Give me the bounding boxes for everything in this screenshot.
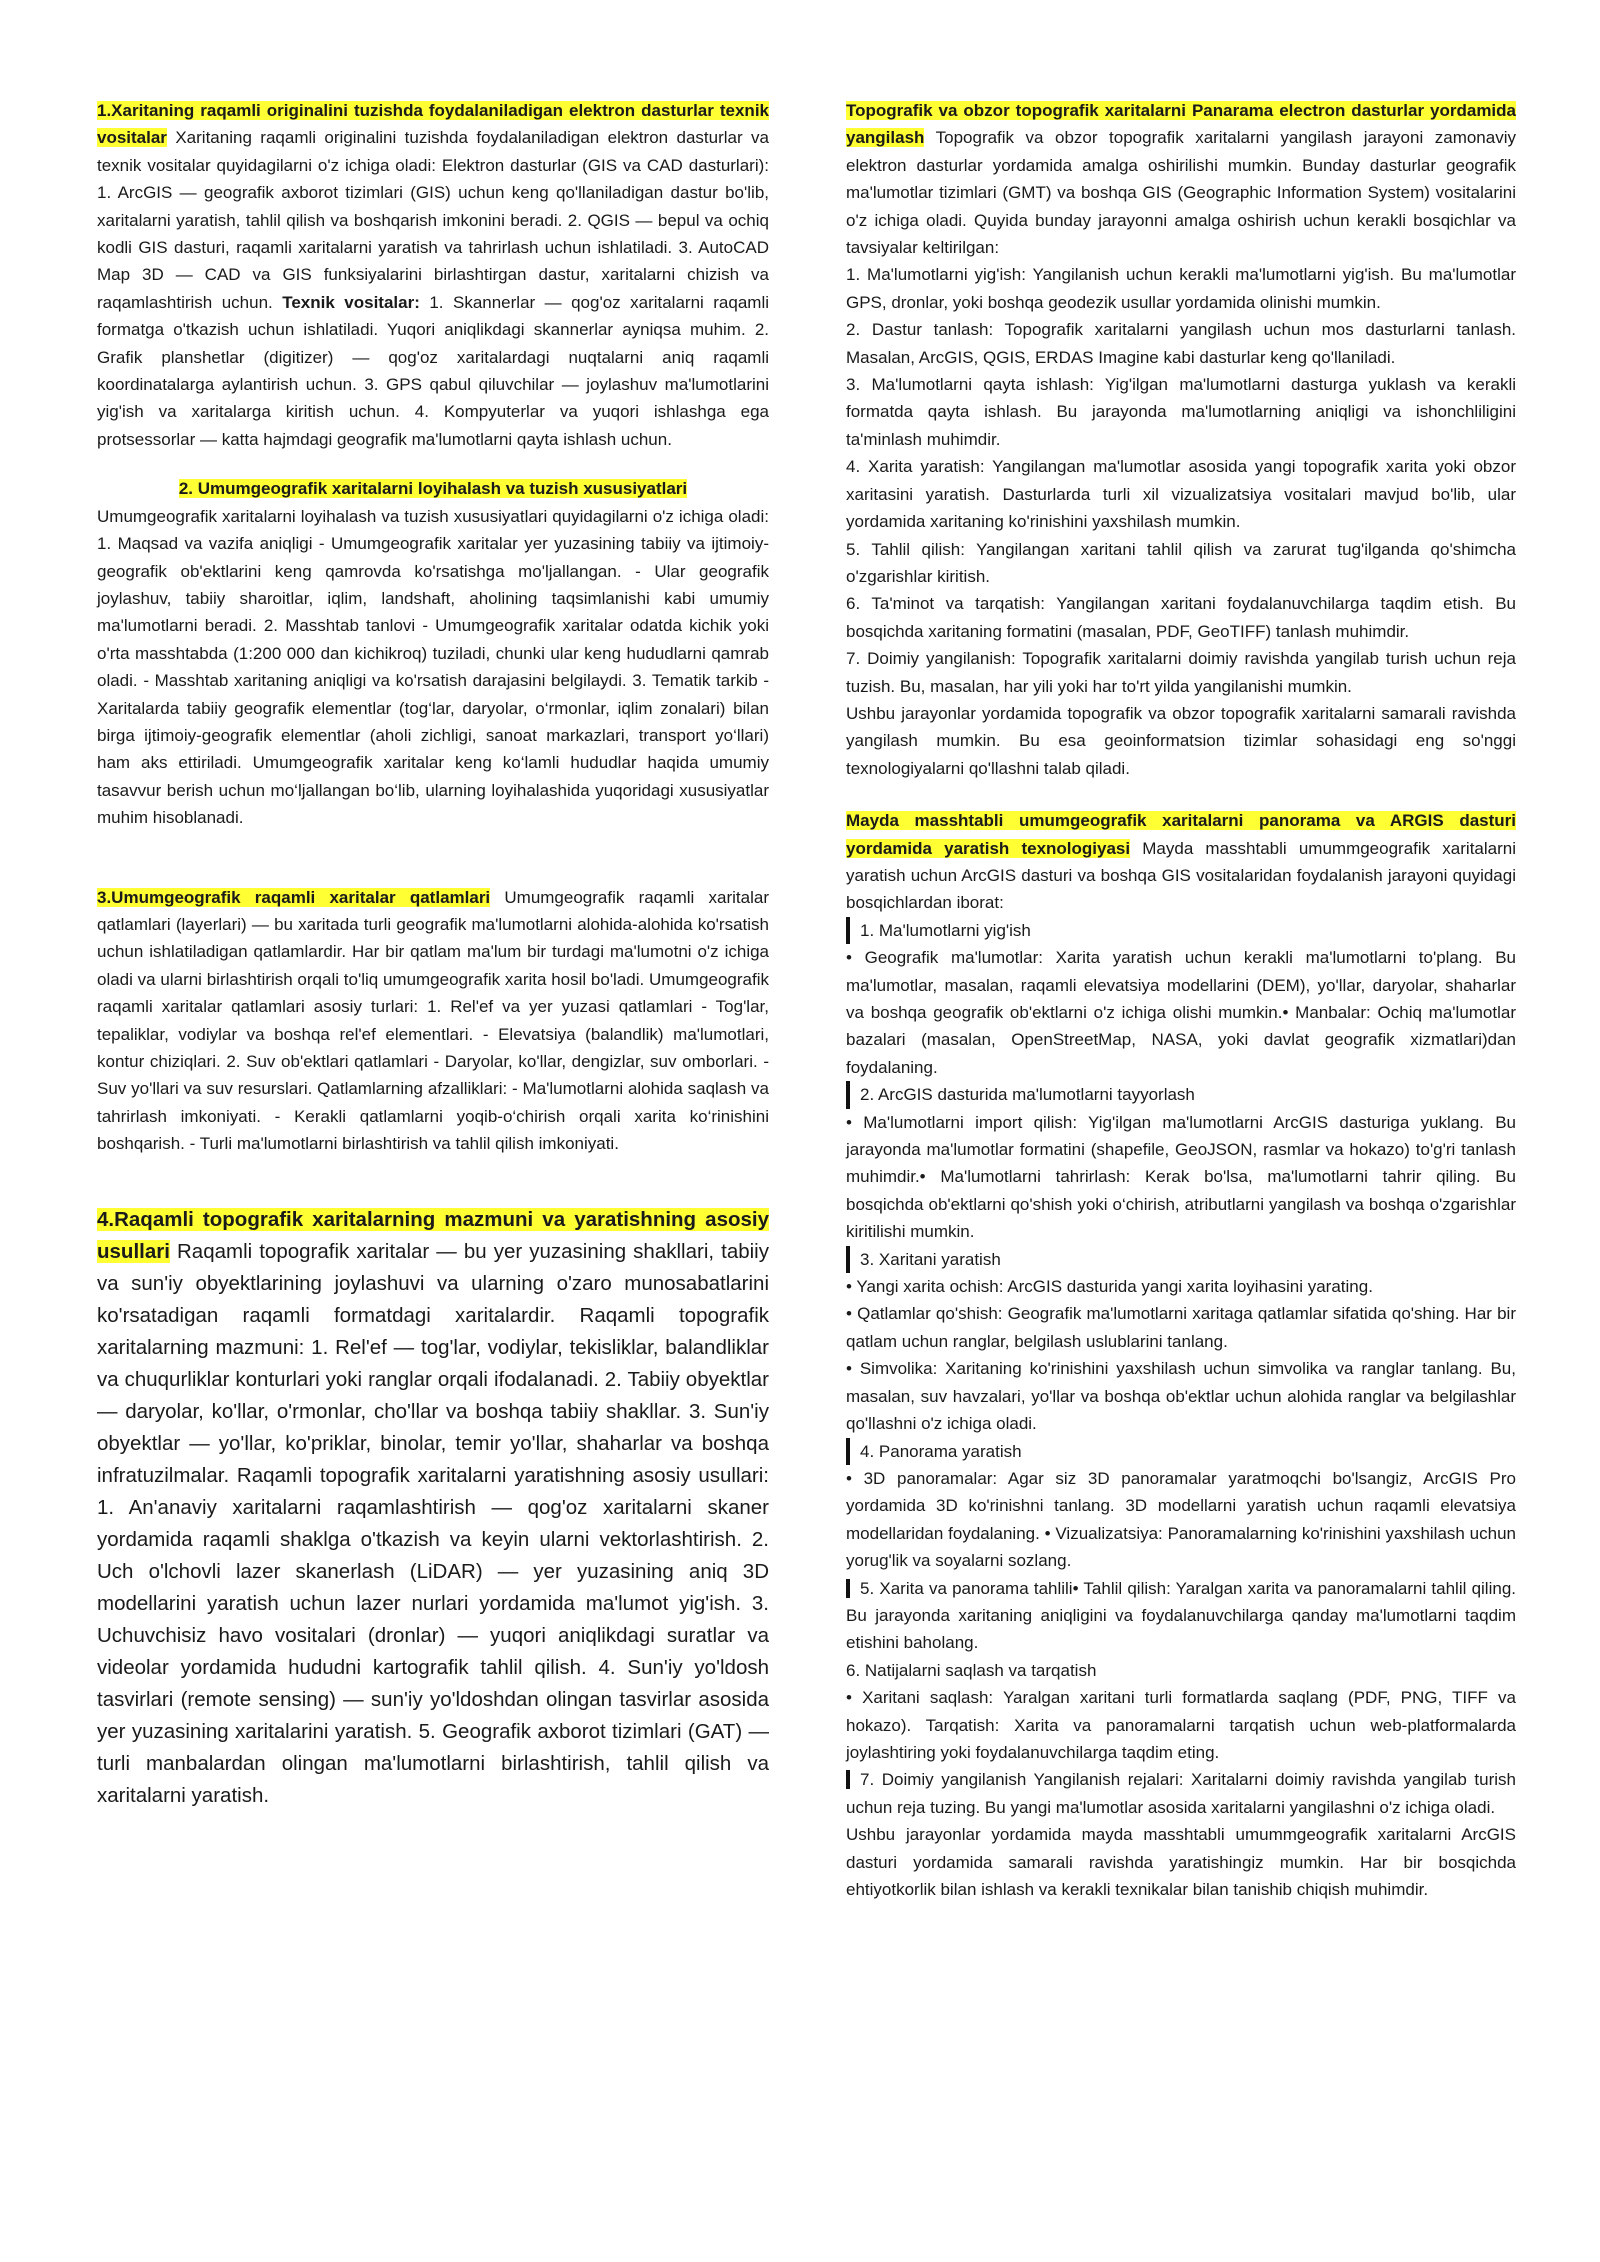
section-3-body: Umumgeografik raqamli xaritalar qatlamlari (layerlari) — bu xaritada turli geografik ma'lumotlarni alohida-alohida ko'rsatish uchun ishlatiladigan qatlamlardir. Har bir qatlam ma'lum bir turdagi ma'lumotni o'z ichiga oladi va ularni birlashtirish orqali to'liq umumgeografik xarita hosil bo'ladi. Umumgeografik raqamli xaritalar qatlamlari asosiy turlari: 1. Rel'ef va yer yuzasi qatlamlari - Tog'lar, tepaliklar, vodiylar va boshqa rel'ef elementlari. - Elevatsiya (balandlik) ma'lumotlari, kontur chiziqlari. 2. Suv ob'ektlari qatlamlari - Daryolar, ko'llar, dengizlar, suv omborlari. - Suv yo'llari va suv resurslari. Qatlamlarning afzalliklari: - Ma'lumotlarni alohida saqlash va tahrirlash imkoniyati. - Kerakli qatlamlarni yoqib-o‘chirish orqali xarita ko‘rinishini boshqarish. - Turli ma'lumotlarni birlashtirish va tahlil qilish imkoniyati.: [97, 887, 769, 1154]
section-1-body-2: 1. Skannerlar — qog'oz xaritalarni raqamli formatga o'tkazish uchun ishlatiladi. Yuqori aniqlikdagi skannerlar ayniqsa muhim. 2. Grafik planshetlar (digitizer) — qog'oz xaritalardagi nuqtalarni aniq raqamli koordinatalarga aylantirish uchun. 3. GPS qabul qiluvchilar — joylashuv ma'lumotlarini yig'ish va xaritalarga kiritish uchun. 4. Kompyuterlar va yuqori ishlashga ega protsessorlar — katta hajmdagi geografik ma'lumotlarni qayta ishlash uchun.: [97, 292, 770, 449]
section-6-heading: Mayda masshtabli umumgeografik xaritalarni panorama va ARGIS dasturi yordamida yaratish texnologiyasi: [846, 811, 1516, 858]
section-5-step-1: 1. Ma'lumotlarni yig'ish: Yangilanish uchun kerakli ma'lumotlarni yig'ish. Bu ma'lumotlar GPS, dronlar, yoki boshqa geodezik usullar yordamida olinishi mumkin.: [846, 265, 1516, 312]
section-6-step-7-body: 7. Doimiy yangilanish Yangilanish rejalari: Xaritalarni doimiy ravishda yangilab turish uchun reja tuzing. Bu yangi ma'lumotlar asosida xaritalarni yangilashni o'z ichiga oladi.: [846, 1770, 1516, 1817]
section-6: [846, 807, 1516, 917]
section-2-heading-line: [97, 475, 769, 502]
section-6-step-1-body: • Geografik ma'lumotlar: Xarita yaratish uchun kerakli ma'lumotlarni to'plang. Bu ma'lumotlar, masalan, raqamli elevatsiya modellarini (DEM), yo'llar, daryolar, shaharlar va boshqa geografik ob'ektlarni o'z ichiga olishi mumkin.• Manbalar: Ochiq ma'lumotlar bazalari (masalan, OpenStreetMap, NASA, yoki davlat geografik xizmatlari)dan foydalaning.: [846, 948, 1516, 1077]
section-5-outro: Ushbu jarayonlar yordamida topografik va obzor topografik xaritalarni samarali ravishda yangilash mumkin. Bu esa geoinformatsion tizimlar sohasidagi eng so'nggi texnologiyalarni qo'llashni talab qiladi.: [846, 703, 1516, 778]
section-1-heading: 1.Xaritaning raqamli originalini tuzishda foydalaniladigan elektron dasturlar texnik vositalar: [97, 101, 769, 148]
section-6-outro: Ushbu jarayonlar yordamida mayda masshtabli umummgeografik xaritalarni ArcGIS dasturi yordamida samarali ravishda yaratishingiz mumkin. Har bir bosqichda ehtiyotkorlik bilan ishlash va kerakli texnikalar bilan tanishib chiqish muhimdir.: [846, 1825, 1516, 1899]
section-4-heading: 4.Raqamli topografik xaritalarning mazmuni va yaratishning asosiy usullari: [97, 1207, 769, 1263]
section-1-texnik-label: Texnik vositalar:: [282, 292, 420, 312]
section-6-step-4-title: 4. Panorama yaratish: [846, 1438, 1516, 1465]
section-5-step-4: 4. Xarita yaratish: Yangilangan ma'lumotlar asosida yangi topografik xarita yoki obzor xaritasini yaratish. Dasturlarda turli xil vizualizatsiya vositalari mavjud bo'lib, ular yordamida xaritaning ko'rinishini yaxshilash mumkin.: [846, 457, 1516, 532]
section-1-body: Xaritaning raqamli originalini tuzishda foydalaniladigan elektron dasturlar va texnik vositalar quyidagilarni o'z ichiga oladi: Elektron dasturlar (GIS va CAD dasturlari): 1. ArcGIS — geografik axborot tizimlari (GIS) uchun keng qo'llaniladigan dastur bo'lib, xaritalarni yaratish, tahlil qilish va boshqarish imkonini beradi. 2. QGIS — bepul va ochiq kodli GIS dasturi, raqamli xaritalarni yaratish va tahrirlash uchun ishlatiladi. 3. AutoCAD Map 3D — CAD va GIS funksiyalarini birlashtirgan dastur, xaritalarni chizish va raqamlashtirish uchun.: [97, 128, 769, 312]
section-6-step-5-body: 5. Xarita va panorama tahlili• Tahlil qilish: Yaralgan xarita va panoramalarni tahlil qiling. Bu jarayonda xaritaning aniqligini va foydalanuvchilarga qanday ma'lumotlarni taqdim etishini baholang.: [846, 1578, 1516, 1653]
section-3-heading: 3.Umumgeografik raqamli xaritalar qatlamlari: [97, 887, 491, 907]
section-6-step-3-title: 3. Xaritani yaratish: [846, 1246, 1516, 1273]
section-2-body: Umumgeografik xaritalarni loyihalash va tuzish xususiyatlari quyidagilarni o'z ichiga oladi: 1. Maqsad va vazifa aniqligi - Umumgeografik xaritalar yer yuzasining tabiiy va ijtimoiy-geografik ob'ektlarini keng qamrovda ko'rsatishga mo'ljallangan. - Ular geografik joylashuv, tabiiy sharoitlar, iqlim, landshaft, aholining taqsimlanishi kabi umumiy ma'lumotlarni beradi. 2. Masshtab tanlovi - Umumgeografik xaritalar odatda kichik yoki o'rta masshtabda (1:200 000 dan kichikroq) tuziladi, chunki ular keng hududlarni qamrab oladi. - Masshtab xaritaning aniqligi va ko'rsatish darajasini belgilaydi. 3. Tematik tarkib - Xaritalarda tabiiy geografik elementlar (tog‘lar, daryolar, o‘rmonlar, iqlim zonalari) bilan birga ijtimoiy-geografik elementlar (aholi zichligi, sanoat markazlari, transport yo‘llari) ham aks ettiriladi. Umumgeografik xaritalar keng ko‘lamli hududlar haqida umumiy tasavvur berish uchun mo‘ljallangan bo‘lib, ularning loyihalashida yuqoridagi xususiyatlar muhim hisoblanadi.: [97, 506, 769, 828]
section-5-step-7: 7. Doimiy yangilanish: Topografik xaritalarni doimiy ravishda yangilab turish uchun reja tuzish. Bu, masalan, har yili yoki har to'rt yilda yangilanishi mumkin.: [846, 649, 1516, 696]
section-6-step-3-bullet-1: • Yangi xarita ochish: ArcGIS dasturida yangi xarita loyihasini yarating.: [846, 1277, 1373, 1297]
section-6-step-3-bullet-3: • Simvolika: Xaritaning ko'rinishini yaxshilash uchun simvolika va ranglar tanlang. Bu, masalan, suv havzalari, yo'llar va boshqa ob'ektlar uchun alohida ranglar va belgilashlar qo'llashni o'z ichiga oladi.: [846, 1359, 1516, 1434]
section-6-step-1-title: 1. Ma'lumotlarni yig'ish: [846, 917, 1516, 944]
section-6-step-6-body: • Xaritani saqlash: Yaralgan xaritani turli formatlarda saqlang (PDF, PNG, TIFF va hokazo). Tarqatish: Xarita va panoramalarni tarqatish uchun web-platformalarda joylashtiring yoki foydalanuvchilarga taqdim eting.: [846, 1688, 1516, 1762]
section-2-heading: 2. Umumgeografik xaritalarni loyihalash va tuzish xususiyatlari: [178, 479, 688, 499]
section-6-step-2-body: • Ma'lumotlarni import qilish: Yig'ilgan ma'lumotlarni ArcGIS dasturiga yuklang. Bu jarayonda ma'lumotlar formatini (shapefile, GeoJSON, rasmlar va hokazo) to'g'ri tanlash muhimdir.• Ma'lumotlarni tahrirlash: Kerak bo'lsa, ma'lumotlarni tahrir qiling. Bu bosqichda ob'ektlarni qo'shish yoki o‘chirish, atributlarni yangilash va boshqa o'zgarishlar kiritilishi mumkin.: [846, 1112, 1516, 1242]
section-4: [97, 1204, 769, 1812]
section-4-body: Raqamli topografik xaritalar — bu yer yuzasining shakllari, tabiiy va sun'iy obyektlarining joylashuvi va ularning o'zaro munosabatlarini ko'rsatadigan raqamli formatdagi xaritalardir. Raqamli topografik xaritalarning mazmuni: 1. Rel'ef — tog'lar, vodiylar, tekisliklar, balandliklar va chuqurliklar konturlari yoki ranglar orqali ifodalanadi. 2. Tabiiy obyektlar — daryolar, ko'llar, o'rmonlar, cho'llar va boshqa tabiiy shakllar. 3. Sun'iy obyektlar — yo'llar, ko'priklar, binolar, temir yo'llar, shaharlar va boshqa infratuzilmalar. Raqamli topografik xaritalarni yaratishning asosiy usullari: 1. An'anaviy xaritalarni raqamlashtirish — qog'oz xaritalarni skaner yordamida raqamli shaklga o'tkazish va keyin ularni vektorlashtirish. 2. Uch o'lchovli lazer skanerlash (LiDAR) — yer yuzasining aniq 3D modellarini yaratish uchun lazer nurlari yordamida ma'lumot yig'ish. 3. Uchuvchisiz havo vositalari (dronlar) — yuqori aniqlikdagi suratlar va videolar yordamida hududni kartografik tahlil qilish. 4. Sun'iy yo'ldosh tasvirlari (remote sensing) — sun'iy yo'ldoshdan olingan tasvirlar asosida yer yuzasining xaritalarini yaratish. 5. Geografik axborot tizimlari (GAT) — turli manbalardan olingan ma'lumotlarni birlashtirish, tahlil qilish va xaritalarni yaratish.: [97, 1239, 769, 1807]
section-1: [97, 97, 769, 453]
section-5-intro: Topografik va obzor topografik xaritalarni yangilash jarayoni zamonaviy elektron dasturlar yordamida amalga oshirilishi mumkin. Bunday dasturlar geografik ma'lumotlar tizimlari (GMT) va boshqa GIS (Geographic Information System) vositalarini o'z ichiga oladi. Quyida bunday jarayonni amalga oshirish uchun kerakli bosqichlar va tavsiyalar keltirilgan:: [846, 128, 1516, 258]
section-6-step-6-title: 6. Natijalarni saqlash va tarqatish: [846, 1660, 1097, 1680]
section-6-step-7: [846, 1766, 1516, 1821]
section-5: [846, 97, 1516, 261]
section-6-step-3-bullet-2: • Qatlamlar qo'shish: Geografik ma'lumotlarni xaritaga qatlamlar sifatida qo'shing. Har bir qatlam uchun ranglar, belgilash uslublarini tanlang.: [846, 1304, 1516, 1351]
left-column: [97, 97, 769, 1812]
section-5-step-2: 2. Dastur tanlash: Topografik xaritalarni yangilash uchun mos dasturlarni tanlash. Masalan, ArcGIS, QGIS, ERDAS Imagine kabi dasturlar keng qo'llaniladi.: [846, 320, 1516, 367]
section-5-step-6: 6. Ta'minot va tarqatish: Yangilangan xaritani foydalanuvchilarga taqdim etish. Bu bosqichda xaritaning formatini (masalan, PDF, GeoTIFF) tanlash muhimdir.: [846, 594, 1516, 641]
section-5-step-3: 3. Ma'lumotlarni qayta ishlash: Yig'ilgan ma'lumotlarni dasturga yuklash va kerakli formatda qayta ishlash. Bu jarayonda ma'lumotlarning aniqligi va ishonchliligini ta'minlash muhimdir.: [846, 375, 1516, 449]
section-6-step-4-body: • 3D panoramalar: Agar siz 3D panoramalar yaratmoqchi bo'lsangiz, ArcGIS Pro yordamida 3D ko'rinishni tanlang. 3D modellarni yaratish uchun raqamli elevatsiya modellaridan foydalaning. • Vizualizatsiya: Panoramalarning ko'rinishini yaxshilash uchun yorug'lik va soyalarni sozlang.: [846, 1468, 1516, 1571]
section-5-heading: Topografik va obzor topografik xaritalarni Panarama electron dasturlar yordamida yangilash: [846, 101, 1516, 148]
section-6-intro: Mayda masshtabli umummgeografik xaritalarni yaratish uchun ArcGIS dasturi va boshqa GIS vositalaridan foydalanish jarayoni quyidagi bosqichlardan iborat:: [846, 838, 1516, 913]
right-column: [846, 97, 1516, 1903]
section-3: [97, 884, 769, 1158]
section-6-step-5: [846, 1575, 1516, 1657]
section-5-step-5: 5. Tahlil qilish: Yangilangan xaritani tahlil qilish va zarurat tug'ilganda qo'shimcha o'zgarishlar kiritish.: [846, 539, 1516, 586]
section-6-step-2-title: 2. ArcGIS dasturida ma'lumotlarni tayyorlash: [846, 1081, 1516, 1108]
